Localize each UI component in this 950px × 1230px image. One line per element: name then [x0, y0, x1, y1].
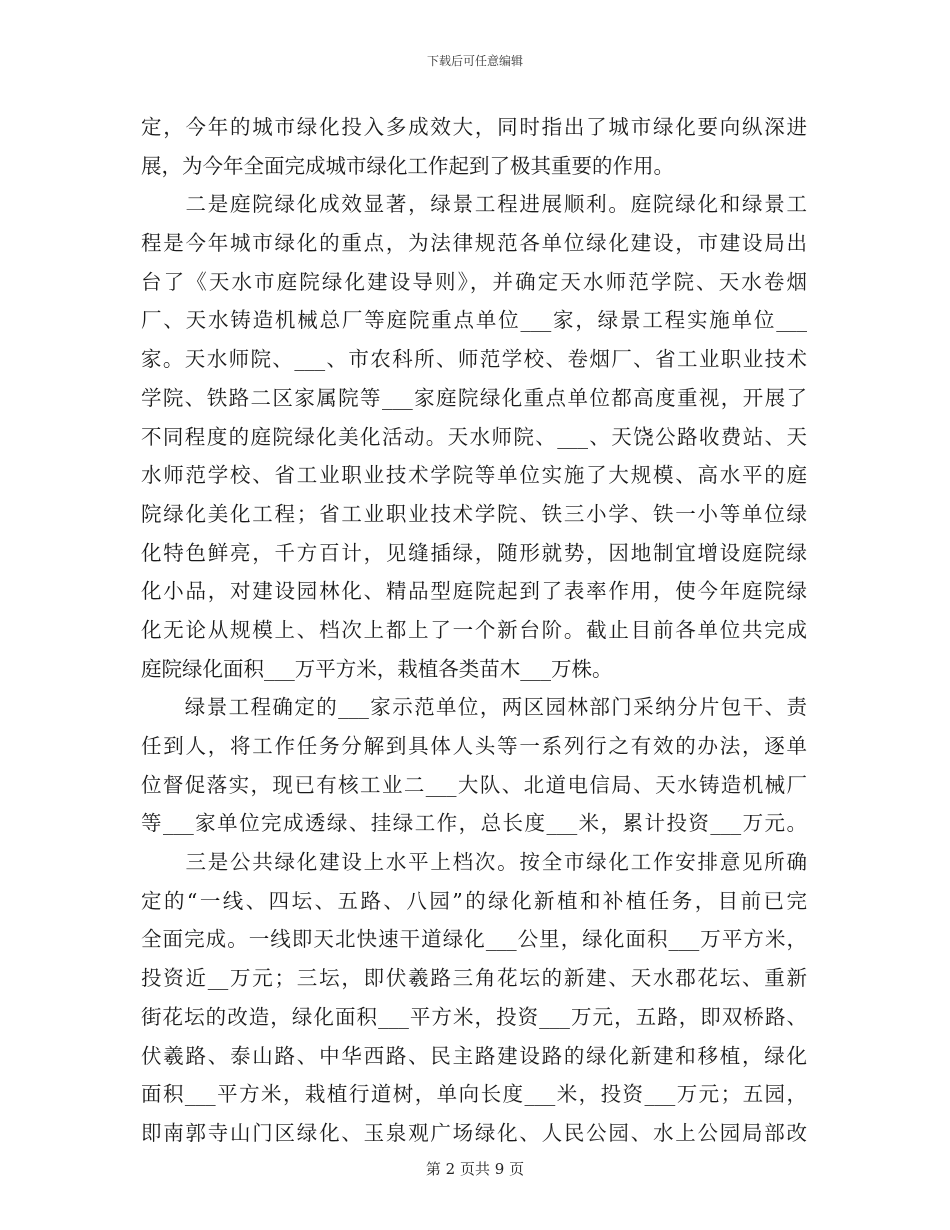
- text-line: 不同程度的庭院绿化美化活动。天水师院、___、天饶公路收费站、天: [141, 424, 807, 449]
- text-line: 学院、铁路二区家属院等___家庭院绿化重点单位都高度重视，开展了: [141, 385, 807, 410]
- text-line: 化无论从规模上、档次上都上了一个新台阶。截止目前各单位共完成: [141, 617, 807, 642]
- text-line: 伏羲路、泰山路、中华西路、民主路建设路的绿化新建和移植，绿化: [141, 1043, 807, 1068]
- document-body: [141, 108, 807, 1153]
- text-line: 厂、天水铸造机械总厂等庭院重点单位___家，绿景工程实施单位___: [141, 308, 807, 333]
- text-line: 二是庭院绿化成效显著，绿景工程进展顺利。庭院绿化和绿景工: [141, 192, 807, 217]
- text-line: 庭院绿化面积___万平方米，栽植各类苗木___万株。: [141, 656, 613, 681]
- text-line: 三是公共绿化建设上水平上档次。按全市绿化工作安排意见所确: [141, 850, 807, 875]
- text-line: 等___家单位完成透绿、挂绿工作，总长度___米，累计投资___万元。: [141, 811, 807, 836]
- text-line: 全面完成。一线即天北快速干道绿化___公里，绿化面积___万平方米，: [141, 927, 807, 952]
- text-line: 投资近__万元；三坛，即伏羲路三角花坛的新建、天水郡花坛、重新: [141, 966, 807, 991]
- text-line: 任到人，将工作任务分解到具体人头等一系列行之有效的办法，逐单: [141, 734, 807, 758]
- text-line: 院绿化美化工程；省工业职业技术学院、铁三小学、铁一小等单位绿: [141, 501, 807, 526]
- page-footer: 第 2 页共 9 页: [425, 1160, 525, 1178]
- text-line: 面积___平方米，栽植行道树，单向长度___米，投资___万元；五园，: [141, 1082, 807, 1107]
- text-line: 位督促落实，现已有核工业二___大队、北道电信局、天水铸造机械厂: [141, 772, 807, 797]
- text-line: 化特色鲜亮，千方百计，见缝插绿，随形就势，因地制宜增设庭院绿: [141, 540, 807, 565]
- text-line: 水师范学校、省工业职业技术学院等单位实施了大规模、高水平的庭: [141, 463, 807, 488]
- text-line: 台了《天水市庭院绿化建设导则》，并确定天水师范学院、天水卷烟: [141, 269, 807, 294]
- text-line: 定的“一线、四坛、五路、八园”的绿化新植和补植任务，目前已完: [141, 888, 807, 913]
- text-line: 即南郭寺山门区绿化、玉泉观广场绿化、人民公园、水上公园局部改: [141, 1120, 807, 1145]
- text-line: 绿景工程确定的___家示范单位，两区园林部门采纳分片包干、责: [141, 695, 807, 720]
- text-line: 展，为今年全面完成城市绿化工作起到了极其重要的作用。: [141, 153, 674, 178]
- page-header: 下载后可任意编辑: [426, 54, 523, 68]
- text-line: 程是今年城市绿化的重点，为法律规范各单位绿化建设，市建设局出: [141, 231, 807, 256]
- text-line: 定，今年的城市绿化投入多成效大，同时指出了城市绿化要向纵深进: [141, 115, 807, 139]
- text-line: 家。天水师院、___、市农科所、师范学校、卷烟厂、省工业职业技术: [141, 347, 807, 372]
- text-line: 街花坛的改造，绿化面积___平方米，投资___万元，五路，即双桥路、: [141, 1004, 807, 1029]
- text-line: 化小品，对建设园林化、精品型庭院起到了表率作用，使今年庭院绿: [141, 579, 807, 604]
